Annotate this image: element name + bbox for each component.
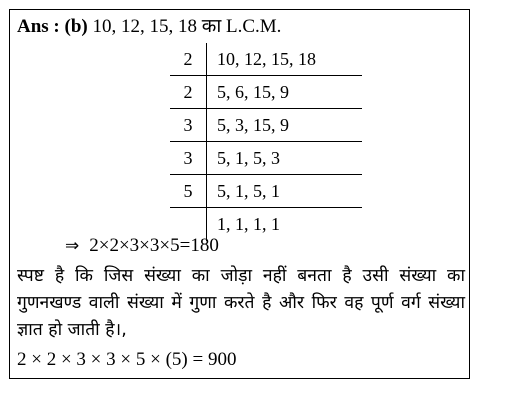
values-cell: 5, 1, 5, 1 [207, 175, 363, 208]
answer-label: Ans : (b) [17, 16, 88, 37]
table-row [170, 43, 362, 76]
table-row [170, 142, 362, 175]
final-equation: 2 × 2 × 3 × 3 × 5 × (5) = 900 [17, 349, 237, 370]
answer-text: 10, 12, 15, 18 का L.C.M. [92, 16, 282, 37]
table-row [170, 109, 362, 142]
divisor-cell: 5 [170, 175, 207, 208]
implies-arrow-icon: ⇒ [65, 236, 80, 256]
result-text: 2×2×3×3×5=180 [89, 235, 219, 256]
result-line [65, 233, 219, 259]
explanation-paragraph: स्पष्ट है कि जिस संख्या का जोड़ा नहीं बनता है उसी संख्या का गुणनखण्ड वाली संख्या में गुणा करते है और फिर वह पूर्ण वर्ग संख्या ज्ञात हो जाती है।, [17, 266, 465, 340]
divisor-cell: 3 [170, 109, 207, 142]
table-row [170, 175, 362, 208]
divisor-cell: 3 [170, 142, 207, 175]
answer-line [17, 13, 281, 41]
lcm-division-table [170, 43, 362, 241]
divisor-cell: 2 [170, 76, 207, 109]
table-row [170, 76, 362, 109]
values-cell: 5, 1, 5, 3 [207, 142, 363, 175]
values-cell: 1, 1, 1, 1 [217, 214, 280, 234]
values-cell: 10, 12, 15, 18 [207, 43, 363, 76]
values-cell: 5, 6, 15, 9 [207, 76, 363, 109]
divisor-cell: 2 [170, 43, 207, 76]
values-cell: 5, 3, 15, 9 [207, 109, 363, 142]
